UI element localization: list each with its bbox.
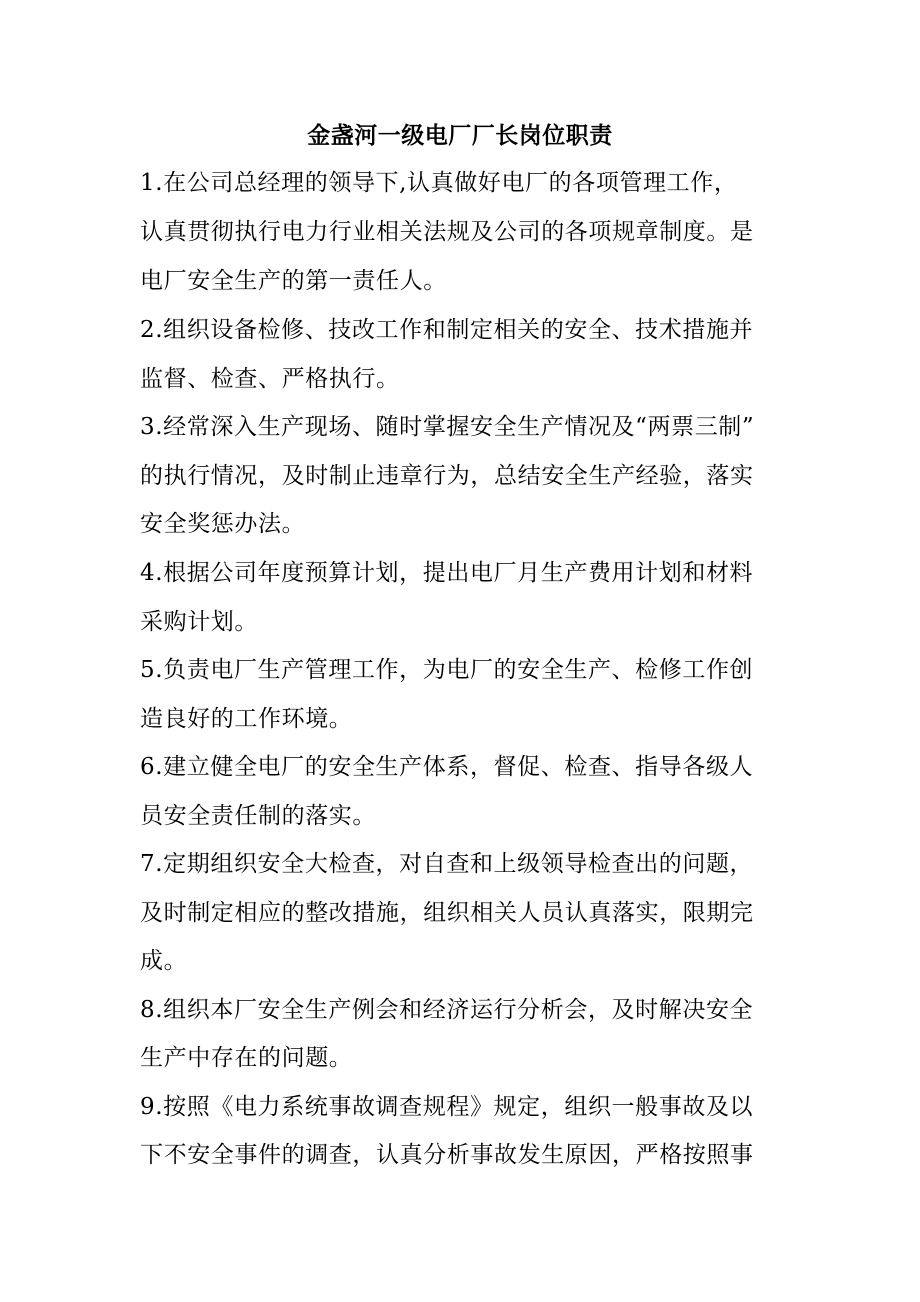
text-line: 认真贯彻执行电力行业相关法规及公司的各项规章制度。是 [140, 219, 754, 245]
text-line: 监督、检查、严格执行。 [140, 366, 400, 392]
text-line: 电厂安全生产的第一责任人。 [140, 268, 447, 294]
text-line: 下不安全事件的调查，认真分析事故发生原因，严格按照事 [140, 1142, 754, 1168]
text-line: 员安全责任制的落实。 [140, 803, 376, 829]
text-line: 4.根据公司年度预算计划，提出电厂月生产费用计划和材料 [140, 560, 754, 586]
text-line: 2.组织设备检修、技改工作和制定相关的安全、技术措施并 [140, 317, 754, 343]
document-title: 金盏河一级电厂厂长岗位职责 [307, 122, 613, 149]
text-line: 造良好的工作环境。 [140, 706, 353, 732]
text-line: 生产中存在的问题。 [140, 1045, 353, 1071]
text-line: 9.按照《电力系统事故调查规程》规定，组织一般事故及以 [140, 1094, 754, 1120]
text-line: 及时制定相应的整改措施，组织相关人员认真落实，限期完 [140, 900, 754, 926]
text-line: 采购计划。 [140, 609, 258, 635]
text-line: 1.在公司总经理的领导下,认真做好电厂的各项管理工作， [140, 170, 738, 196]
text-line: 安全奖惩办法。 [140, 511, 306, 537]
text-line: 8.组织本厂安全生产例会和经济运行分析会，及时解决安全 [140, 997, 754, 1023]
text-line: 成。 [140, 948, 188, 974]
text-line: 6.建立健全电厂的安全生产体系，督促、检查、指导各级人 [140, 754, 754, 780]
text-line: 3.经常深入生产现场、随时掌握安全生产情况及“两票三制” [140, 414, 755, 440]
text-line: 7.定期组织安全大检查，对自查和上级领导检查出的问题， [140, 851, 754, 877]
text-line: 的执行情况，及时制止违章行为，总结安全生产经验，落实 [140, 463, 754, 489]
text-line: 5.负责电厂生产管理工作，为电厂的安全生产、检修工作创 [140, 657, 754, 683]
